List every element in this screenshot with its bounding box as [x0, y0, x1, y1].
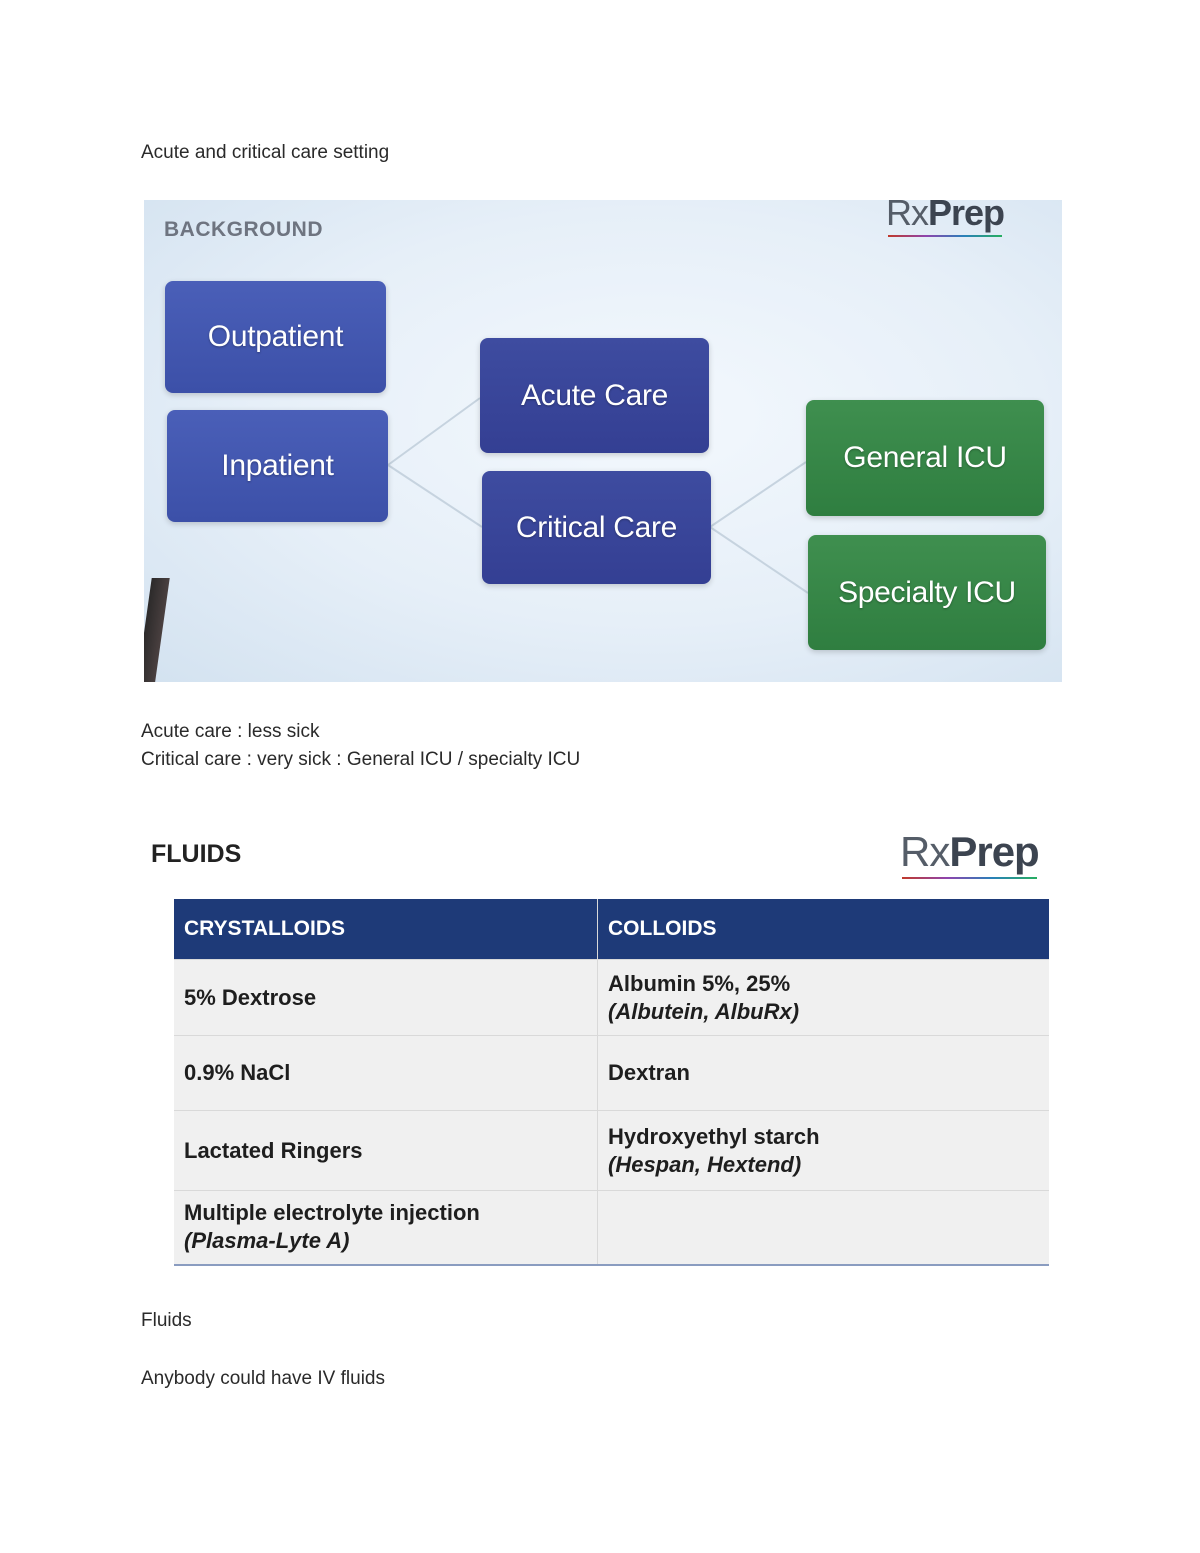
acute-care-box: Acute Care	[480, 338, 709, 453]
table-row	[174, 960, 1049, 1036]
table-row	[174, 1036, 1049, 1111]
column-header-crystalloids: CRYSTALLOIDS	[174, 899, 598, 960]
table-cell: Multiple electrolyte injection (Plasma-Lyte A)	[174, 1191, 598, 1265]
footer-line-2: Anybody could have IV fluids	[141, 1368, 385, 1389]
table-row	[174, 1111, 1049, 1191]
inpatient-box: Inpatient	[167, 410, 388, 522]
table-cell: Albumin 5%, 25% (Albutein, AlbuRx)	[598, 960, 1050, 1036]
outpatient-box: Outpatient	[165, 281, 386, 393]
care-settings-slide	[144, 200, 1062, 682]
slide-title: FLUIDS	[151, 840, 242, 868]
fluids-table	[174, 899, 1049, 1266]
table-cell: Lactated Ringers	[174, 1111, 598, 1191]
rxprep-logo: RxPrep	[886, 200, 1004, 234]
footer-line-1: Fluids	[141, 1310, 192, 1331]
general-icu-box: General ICU	[806, 400, 1044, 516]
table-cell: Hydroxyethyl starch (Hespan, Hextend)	[598, 1111, 1050, 1191]
table-header-row	[174, 899, 1049, 960]
column-header-colloids: COLLOIDS	[598, 899, 1050, 960]
table-row	[174, 1191, 1049, 1265]
rxprep-logo: RxPrep	[900, 828, 1039, 876]
table-cell: 0.9% NaCl	[174, 1036, 598, 1111]
table-cell	[598, 1191, 1050, 1265]
fluids-slide	[144, 820, 1062, 1280]
note-line-2: Critical care : very sick : General ICU / specialty ICU	[141, 749, 581, 770]
note-line-1: Acute care : less sick	[141, 721, 320, 742]
critical-care-box: Critical Care	[482, 471, 711, 584]
slide-title: BACKGROUND	[164, 218, 323, 241]
specialty-icu-box: Specialty ICU	[808, 535, 1046, 650]
table-cell: 5% Dextrose	[174, 960, 598, 1036]
page-heading: Acute and critical care setting	[141, 142, 390, 163]
table-cell: Dextran	[598, 1036, 1050, 1111]
